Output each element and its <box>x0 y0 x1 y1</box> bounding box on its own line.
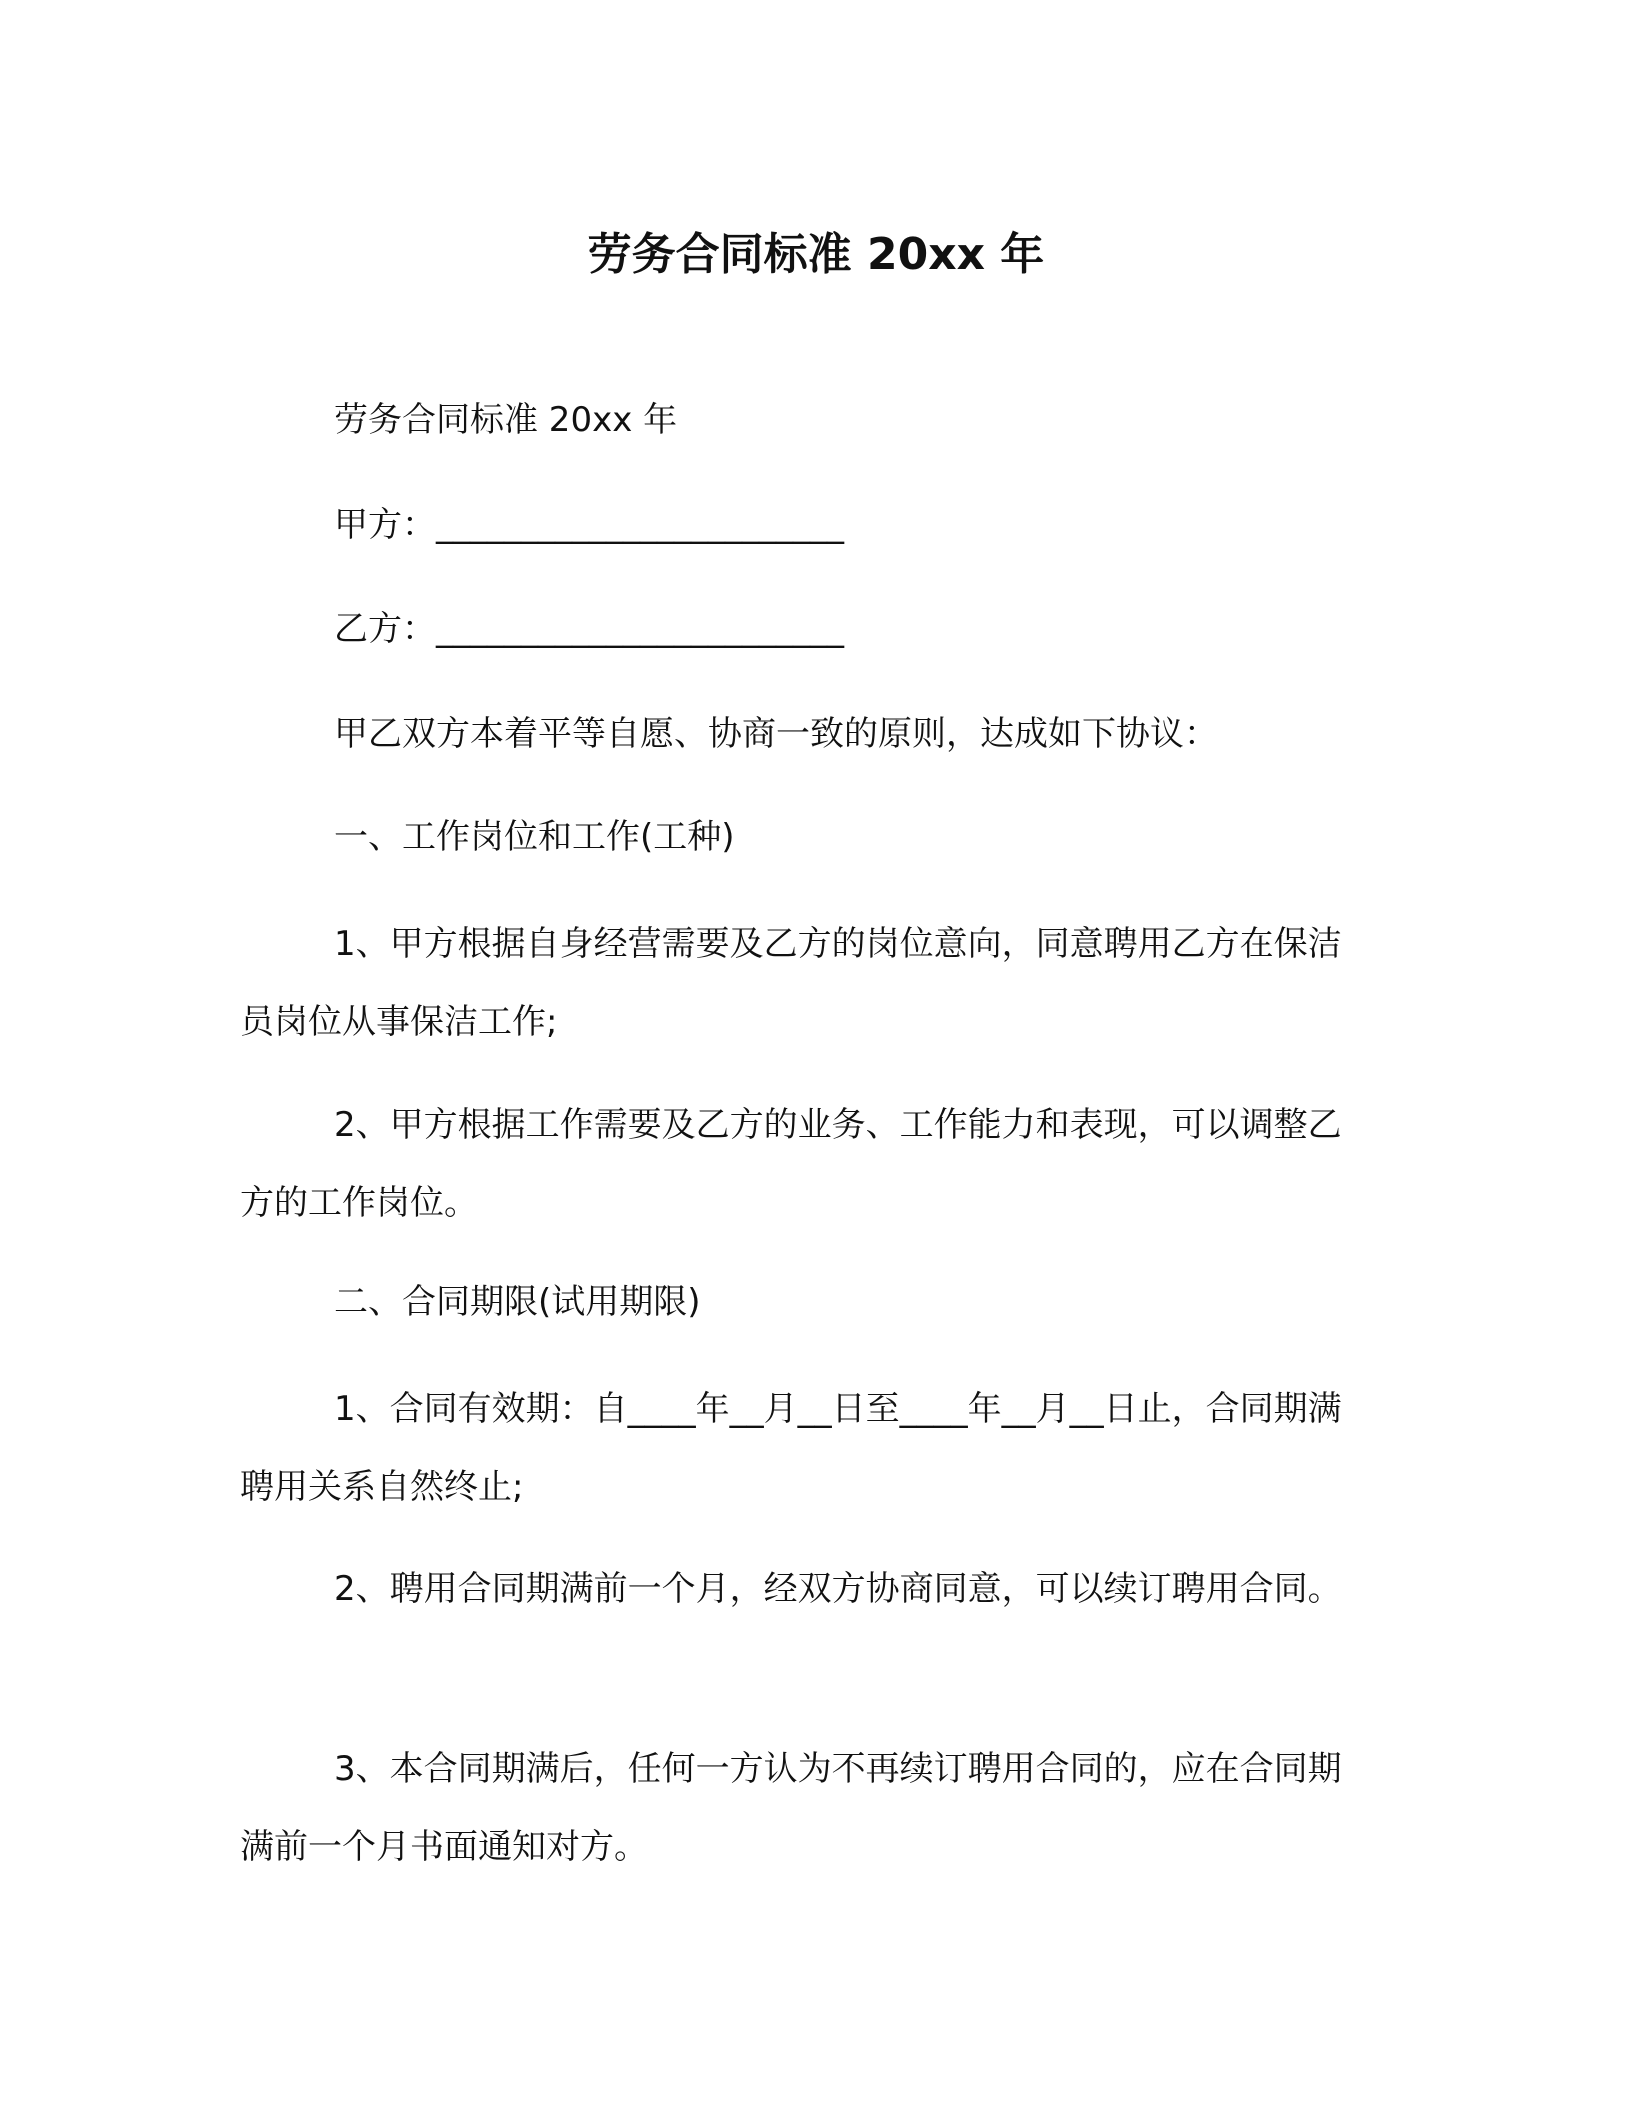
section-2-heading: 二、合同期限(试用期限) <box>334 1282 701 1322</box>
section-2-item-1: 1、合同有效期：自____年__月__日至____年__月__日止，合同期满聘用关系自然终止; <box>240 1389 1342 1507</box>
section-1-item-1: 1、甲方根据自身经营需要及乙方的岗位意向，同意聘用乙方在保洁员岗位从事保洁工作; <box>240 924 1342 1042</box>
party-a-line: 甲方：________________________ <box>334 505 844 545</box>
section-1-item-2: 2、甲方根据工作需要及乙方的业务、工作能力和表现，可以调整乙方的工作岗位。 <box>240 1105 1342 1223</box>
section-2-item-2: 2、聘用合同期满前一个月，经双方协商同意，可以续订聘用合同。 <box>334 1569 1342 1609</box>
party-b-line: 乙方：________________________ <box>334 609 844 649</box>
section-1-heading: 一、工作岗位和工作(工种) <box>334 817 735 857</box>
document-title: 劳务合同标准 20xx 年 <box>587 229 1045 280</box>
document-subtitle: 劳务合同标准 20xx 年 <box>334 400 678 440</box>
section-2-item-3: 3、本合同期满后，任何一方认为不再续订聘用合同的，应在合同期满前一个月书面通知对方。 <box>240 1749 1342 1867</box>
intro-paragraph: 甲乙双方本着平等自愿、协商一致的原则，达成如下协议： <box>334 714 1218 754</box>
